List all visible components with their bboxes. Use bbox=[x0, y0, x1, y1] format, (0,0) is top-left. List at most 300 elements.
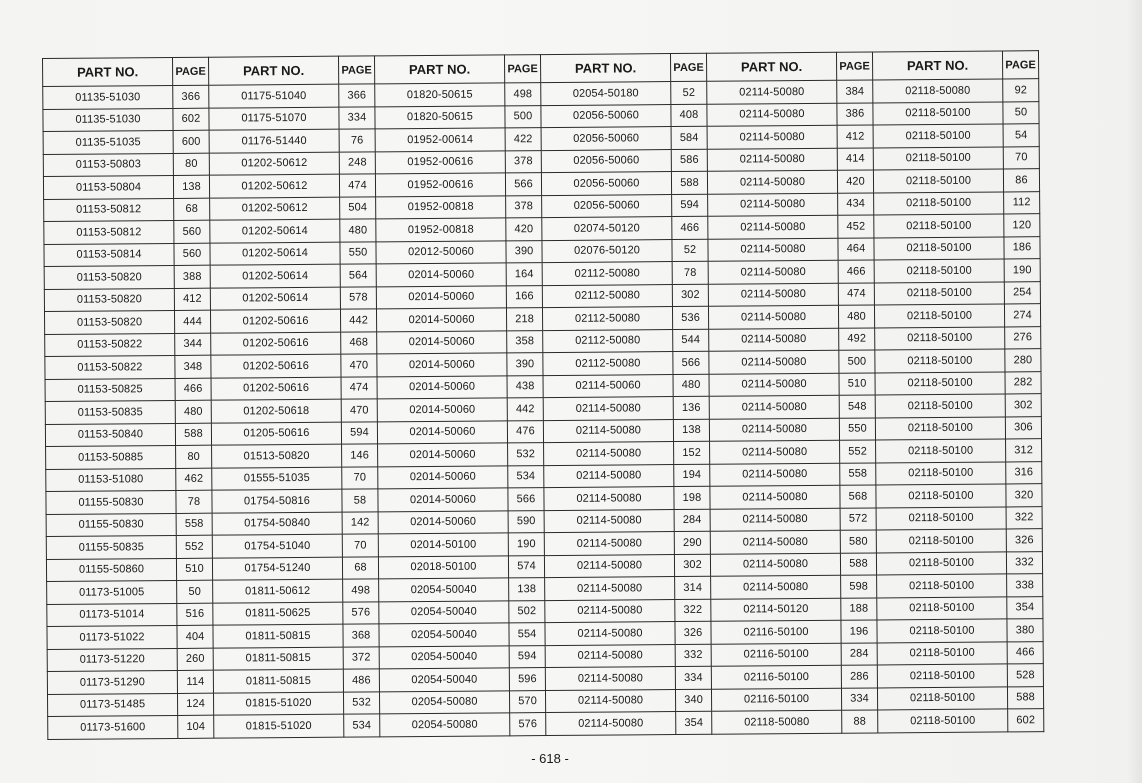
page-reference-cell: 354 bbox=[1007, 596, 1043, 619]
part-number-cell: 01811-50815 bbox=[213, 647, 343, 671]
page-header: PAGE bbox=[1002, 51, 1038, 79]
page-reference-cell: 594 bbox=[509, 645, 545, 668]
part-number-cell: 01135-51030 bbox=[43, 108, 173, 132]
page-reference-cell: 50 bbox=[177, 580, 213, 603]
part-number-cell: 02112-50080 bbox=[542, 284, 672, 308]
page-reference-cell: 254 bbox=[1004, 281, 1040, 304]
part-number-cell: 02118-50100 bbox=[874, 191, 1004, 215]
page-reference-cell: 284 bbox=[841, 642, 877, 665]
part-no-header: PART NO. bbox=[706, 52, 836, 81]
page-reference-cell: 186 bbox=[1004, 236, 1040, 259]
page-reference-cell: 578 bbox=[340, 286, 376, 309]
part-number-cell: 02116-50100 bbox=[711, 620, 841, 644]
part-number-cell: 01173-51600 bbox=[48, 715, 178, 739]
part-number-cell: 02054-50180 bbox=[541, 82, 671, 106]
page-reference-cell: 558 bbox=[176, 513, 212, 536]
page-reference-cell: 338 bbox=[1007, 574, 1043, 597]
part-number-cell: 02056-50060 bbox=[541, 127, 671, 151]
page-reference-cell: 464 bbox=[838, 237, 874, 260]
page-reference-cell: 138 bbox=[173, 175, 209, 198]
page-reference-cell: 444 bbox=[174, 310, 210, 333]
part-number-cell: 01754-50840 bbox=[212, 512, 342, 536]
page-reference-cell: 146 bbox=[342, 444, 378, 467]
page-reference-cell: 550 bbox=[839, 417, 875, 440]
page-reference-cell: 588 bbox=[671, 171, 707, 194]
part-number-cell: 02116-50100 bbox=[711, 688, 841, 712]
page-reference-cell: 68 bbox=[174, 198, 210, 221]
part-number-cell: 01202-50612 bbox=[209, 174, 339, 198]
page-reference-cell: 78 bbox=[672, 261, 708, 284]
page-reference-cell: 480 bbox=[673, 374, 709, 397]
part-number-cell: 02114-50080 bbox=[709, 418, 839, 442]
page-reference-cell: 302 bbox=[1005, 394, 1041, 417]
part-number-cell: 01173-51014 bbox=[47, 603, 177, 627]
page-reference-cell: 50 bbox=[1003, 101, 1039, 124]
part-number-cell: 01202-50616 bbox=[211, 332, 341, 356]
page-reference-cell: 372 bbox=[343, 646, 379, 669]
part-number-cell: 02118-50100 bbox=[874, 236, 1004, 260]
page-reference-cell: 476 bbox=[507, 420, 543, 443]
page-reference-cell: 408 bbox=[671, 104, 707, 127]
page-reference-cell: 554 bbox=[509, 623, 545, 646]
part-number-cell: 02118-50100 bbox=[875, 371, 1005, 395]
page-reference-cell: 112 bbox=[1004, 191, 1040, 214]
part-number-cell: 02014-50060 bbox=[376, 308, 506, 332]
part-number-cell: 02014-50060 bbox=[376, 285, 506, 309]
part-no-header: PART NO. bbox=[43, 57, 173, 86]
part-number-cell: 01754-51040 bbox=[212, 534, 342, 558]
page-reference-cell: 474 bbox=[339, 174, 375, 197]
part-number-cell: 01202-50616 bbox=[210, 309, 340, 333]
part-number-cell: 01202-50618 bbox=[211, 399, 341, 423]
page-reference-cell: 420 bbox=[506, 218, 542, 241]
page-reference-cell: 316 bbox=[1006, 461, 1042, 484]
part-number-cell: 02114-50080 bbox=[546, 712, 676, 736]
part-number-cell: 01811-50815 bbox=[213, 669, 343, 693]
page-reference-cell: 598 bbox=[841, 575, 877, 598]
page-reference-cell: 280 bbox=[1005, 349, 1041, 372]
page-reference-cell: 480 bbox=[175, 400, 211, 423]
part-number-cell: 02118-50100 bbox=[877, 619, 1007, 643]
part-number-cell: 01175-51070 bbox=[209, 107, 339, 131]
page-reference-cell: 334 bbox=[339, 106, 375, 129]
page-reference-cell: 544 bbox=[673, 329, 709, 352]
part-number-cell: 01153-50803 bbox=[43, 153, 173, 177]
page-reference-cell: 596 bbox=[509, 668, 545, 691]
part-number-cell: 02014-50100 bbox=[378, 533, 508, 557]
part-number-cell: 02118-50100 bbox=[877, 686, 1007, 710]
part-number-cell: 02114-50080 bbox=[544, 487, 674, 511]
part-number-cell: 01173-51485 bbox=[47, 693, 177, 717]
page-reference-cell: 534 bbox=[508, 465, 544, 488]
page-reference-cell: 354 bbox=[676, 711, 712, 734]
page-reference-cell: 320 bbox=[1006, 484, 1042, 507]
part-number-cell: 02116-50100 bbox=[711, 643, 841, 667]
part-number-cell: 02114-50080 bbox=[707, 170, 837, 194]
part-number-cell: 01153-50804 bbox=[43, 175, 173, 199]
part-number-cell: 02114-50080 bbox=[545, 577, 675, 601]
page-reference-cell: 190 bbox=[508, 533, 544, 556]
page-reference-cell: 560 bbox=[174, 220, 210, 243]
page-reference-cell: 588 bbox=[175, 423, 211, 446]
page-reference-cell: 560 bbox=[174, 243, 210, 266]
page-reference-cell: 536 bbox=[672, 306, 708, 329]
page-reference-cell: 502 bbox=[509, 600, 545, 623]
part-number-cell: 02118-50100 bbox=[878, 709, 1008, 733]
page-reference-cell: 322 bbox=[1006, 506, 1042, 529]
part-number-cell: 01952-00614 bbox=[375, 128, 505, 152]
page-reference-cell: 70 bbox=[342, 466, 378, 489]
page-reference-cell: 568 bbox=[840, 485, 876, 508]
page-reference-cell: 196 bbox=[841, 620, 877, 643]
page-reference-cell: 52 bbox=[671, 81, 707, 104]
part-number-cell: 02114-50080 bbox=[707, 80, 837, 104]
page-reference-cell: 550 bbox=[340, 241, 376, 264]
page-reference-cell: 194 bbox=[674, 464, 710, 487]
part-number-cell: 02114-50080 bbox=[544, 554, 674, 578]
page-reference-cell: 188 bbox=[841, 597, 877, 620]
page-reference-cell: 332 bbox=[675, 644, 711, 667]
page-reference-cell: 274 bbox=[1004, 304, 1040, 327]
page-reference-cell: 306 bbox=[1005, 416, 1041, 439]
part-number-cell: 01952-00818 bbox=[376, 195, 506, 219]
part-number-cell: 02114-50080 bbox=[710, 440, 840, 464]
page-reference-cell: 366 bbox=[173, 85, 209, 108]
part-number-cell: 01811-50625 bbox=[213, 602, 343, 626]
part-number-cell: 02118-50100 bbox=[873, 146, 1003, 170]
page-reference-cell: 576 bbox=[510, 713, 546, 736]
part-number-cell: 02118-50100 bbox=[875, 326, 1005, 350]
page-reference-cell: 510 bbox=[839, 372, 875, 395]
page-reference-cell: 510 bbox=[176, 558, 212, 581]
page-reference-cell: 78 bbox=[176, 490, 212, 513]
page-reference-cell: 466 bbox=[1007, 641, 1043, 664]
part-number-cell: 01811-50815 bbox=[213, 624, 343, 648]
part-number-cell: 02114-50080 bbox=[544, 532, 674, 556]
part-number-cell: 02114-50080 bbox=[708, 283, 838, 307]
page-reference-cell: 390 bbox=[507, 353, 543, 376]
part-number-cell: 02114-50080 bbox=[711, 575, 841, 599]
part-number-cell: 01952-00616 bbox=[375, 173, 505, 197]
page-reference-cell: 534 bbox=[344, 714, 380, 737]
part-number-cell: 01153-50825 bbox=[45, 378, 175, 402]
part-number-cell: 02118-50100 bbox=[876, 439, 1006, 463]
part-number-cell: 01202-50612 bbox=[209, 152, 339, 176]
page-reference-cell: 466 bbox=[175, 378, 211, 401]
part-number-cell: 02054-50080 bbox=[379, 690, 509, 714]
part-number-cell: 02014-50060 bbox=[376, 263, 506, 287]
page-reference-cell: 480 bbox=[340, 219, 376, 242]
part-number-cell: 02054-50040 bbox=[379, 645, 509, 669]
page-reference-cell: 326 bbox=[1006, 529, 1042, 552]
page-reference-cell: 58 bbox=[342, 489, 378, 512]
part-number-cell: 02014-50060 bbox=[378, 510, 508, 534]
part-number-cell: 01820-50615 bbox=[375, 83, 505, 107]
part-number-cell: 01153-51080 bbox=[46, 468, 176, 492]
page-reference-cell: 92 bbox=[1003, 79, 1039, 102]
part-number-cell: 02118-50100 bbox=[874, 304, 1004, 328]
part-number-cell: 01513-50820 bbox=[212, 444, 342, 468]
part-number-cell: 01173-51005 bbox=[47, 580, 177, 604]
page-reference-cell: 138 bbox=[509, 578, 545, 601]
page-reference-cell: 504 bbox=[340, 196, 376, 219]
part-number-cell: 02056-50060 bbox=[541, 149, 671, 173]
part-number-cell: 02114-50080 bbox=[709, 395, 839, 419]
part-number-cell: 02114-50080 bbox=[710, 508, 840, 532]
page-reference-cell: 422 bbox=[505, 128, 541, 151]
part-number-cell: 02054-50040 bbox=[379, 578, 509, 602]
part-number-cell: 01153-50820 bbox=[44, 288, 174, 312]
part-number-cell: 02118-50100 bbox=[876, 461, 1006, 485]
page-reference-cell: 486 bbox=[343, 669, 379, 692]
part-number-cell: 02118-50100 bbox=[876, 506, 1006, 530]
page-reference-cell: 438 bbox=[507, 375, 543, 398]
page-reference-cell: 516 bbox=[177, 603, 213, 626]
part-number-cell: 01555-51035 bbox=[212, 467, 342, 491]
page-reference-cell: 404 bbox=[177, 625, 213, 648]
page-reference-cell: 218 bbox=[506, 308, 542, 331]
page-reference-cell: 566 bbox=[508, 488, 544, 511]
page-reference-cell: 70 bbox=[342, 534, 378, 557]
page-reference-cell: 588 bbox=[1007, 686, 1043, 709]
part-number-cell: 02014-50060 bbox=[378, 465, 508, 489]
page-reference-cell: 474 bbox=[838, 282, 874, 305]
part-number-cell: 02118-50100 bbox=[873, 124, 1003, 148]
part-number-cell: 02118-50080 bbox=[712, 710, 842, 734]
page-reference-cell: 602 bbox=[1008, 709, 1044, 732]
part-number-cell: 02118-50100 bbox=[874, 214, 1004, 238]
page-reference-cell: 584 bbox=[671, 126, 707, 149]
part-number-cell: 02114-50080 bbox=[545, 689, 675, 713]
page-reference-cell: 380 bbox=[1007, 619, 1043, 642]
page-reference-cell: 276 bbox=[1005, 326, 1041, 349]
page-reference-cell: 480 bbox=[838, 305, 874, 328]
page-reference-cell: 412 bbox=[174, 288, 210, 311]
part-number-cell: 02112-50080 bbox=[543, 329, 673, 353]
part-number-cell: 02114-50120 bbox=[711, 598, 841, 622]
page-reference-cell: 566 bbox=[505, 173, 541, 196]
part-number-cell: 01153-50820 bbox=[44, 265, 174, 289]
part-number-cell: 01153-50840 bbox=[45, 423, 175, 447]
page-header: PAGE bbox=[338, 56, 374, 84]
page-reference-cell: 120 bbox=[1004, 214, 1040, 237]
page-reference-cell: 500 bbox=[839, 350, 875, 373]
page-reference-cell: 414 bbox=[837, 147, 873, 170]
page-reference-cell: 420 bbox=[837, 170, 873, 193]
part-number-cell: 02074-50120 bbox=[542, 217, 672, 241]
page-reference-cell: 366 bbox=[339, 84, 375, 107]
page-reference-cell: 378 bbox=[505, 150, 541, 173]
part-number-cell: 02056-50060 bbox=[541, 104, 671, 128]
part-number-cell: 02114-50080 bbox=[543, 419, 673, 443]
page-reference-cell: 594 bbox=[672, 194, 708, 217]
part-number-cell: 02014-50060 bbox=[377, 398, 507, 422]
part-number-cell: 02114-50080 bbox=[543, 397, 673, 421]
page-reference-cell: 358 bbox=[507, 330, 543, 353]
part-number-cell: 02118-50100 bbox=[875, 349, 1005, 373]
page-reference-cell: 104 bbox=[178, 715, 214, 738]
part-number-cell: 02118-50100 bbox=[875, 394, 1005, 418]
page-reference-cell: 284 bbox=[674, 509, 710, 532]
page-reference-cell: 302 bbox=[672, 284, 708, 307]
part-number-cell: 02056-50060 bbox=[542, 194, 672, 218]
part-number-cell: 01202-50614 bbox=[210, 264, 340, 288]
page-reference-cell: 434 bbox=[838, 192, 874, 215]
page-reference-cell: 602 bbox=[173, 108, 209, 131]
page-reference-cell: 124 bbox=[177, 693, 213, 716]
part-number-cell: 02114-50080 bbox=[545, 667, 675, 691]
part-number-cell: 02114-50080 bbox=[708, 305, 838, 329]
page-reference-cell: 76 bbox=[339, 129, 375, 152]
part-number-cell: 01202-50616 bbox=[211, 354, 341, 378]
page-number: - 618 - bbox=[531, 751, 569, 766]
part-number-cell: 01153-50835 bbox=[45, 400, 175, 424]
page-reference-cell: 88 bbox=[842, 710, 878, 733]
page-reference-cell: 348 bbox=[175, 355, 211, 378]
page-reference-cell: 574 bbox=[508, 555, 544, 578]
part-number-cell: 02114-50080 bbox=[709, 373, 839, 397]
part-number-cell: 02114-50080 bbox=[710, 463, 840, 487]
part-number-cell: 02114-50080 bbox=[707, 125, 837, 149]
page-reference-cell: 462 bbox=[176, 468, 212, 491]
part-number-cell: 01153-50820 bbox=[44, 310, 174, 334]
part-number-cell: 02114-50080 bbox=[710, 530, 840, 554]
part-number-cell: 01153-50885 bbox=[46, 445, 176, 469]
page-reference-cell: 386 bbox=[837, 102, 873, 125]
page-reference-cell: 334 bbox=[841, 687, 877, 710]
page-reference-cell: 600 bbox=[173, 130, 209, 153]
page-reference-cell: 80 bbox=[176, 445, 212, 468]
part-number-cell: 01155-50830 bbox=[46, 490, 176, 514]
page-reference-cell: 332 bbox=[1006, 551, 1042, 574]
page-reference-cell: 412 bbox=[837, 125, 873, 148]
part-number-cell: 01202-50614 bbox=[210, 287, 340, 311]
part-number-cell: 02114-50080 bbox=[545, 599, 675, 623]
part-number-cell: 02014-50060 bbox=[377, 353, 507, 377]
part-number-cell: 01754-51240 bbox=[212, 557, 342, 581]
part-number-cell: 02114-50080 bbox=[708, 238, 838, 262]
part-number-cell: 01153-50822 bbox=[45, 333, 175, 357]
part-number-cell: 02116-50100 bbox=[711, 665, 841, 689]
part-number-cell: 01952-00616 bbox=[375, 150, 505, 174]
part-number-cell: 01202-50616 bbox=[211, 377, 341, 401]
part-no-header: PART NO. bbox=[208, 56, 338, 85]
part-number-cell: 01153-50822 bbox=[45, 355, 175, 379]
page-reference-cell: 164 bbox=[506, 263, 542, 286]
page-reference-cell: 442 bbox=[507, 398, 543, 421]
page-reference-cell: 142 bbox=[342, 511, 378, 534]
page-reference-cell: 594 bbox=[341, 421, 377, 444]
page-reference-cell: 260 bbox=[177, 648, 213, 671]
page-reference-cell: 322 bbox=[675, 599, 711, 622]
page-reference-cell: 114 bbox=[177, 670, 213, 693]
part-number-cell: 02054-50040 bbox=[379, 623, 509, 647]
part-number-cell: 02114-50080 bbox=[544, 464, 674, 488]
part-number-cell: 02114-50080 bbox=[710, 485, 840, 509]
page-reference-cell: 470 bbox=[341, 399, 377, 422]
part-number-cell: 02118-50100 bbox=[873, 169, 1003, 193]
page-reference-cell: 442 bbox=[340, 309, 376, 332]
page-reference-cell: 384 bbox=[837, 80, 873, 103]
page-reference-cell: 68 bbox=[342, 556, 378, 579]
page-reference-cell: 302 bbox=[674, 554, 710, 577]
part-number-cell: 01202-50612 bbox=[210, 197, 340, 221]
page-reference-cell: 466 bbox=[838, 260, 874, 283]
page-reference-cell: 466 bbox=[672, 216, 708, 239]
page-reference-cell: 326 bbox=[675, 621, 711, 644]
part-number-cell: 01952-00818 bbox=[376, 218, 506, 242]
page-reference-cell: 52 bbox=[672, 239, 708, 262]
part-number-cell: 02114-50080 bbox=[545, 622, 675, 646]
part-number-cell: 02118-50100 bbox=[873, 101, 1003, 125]
part-number-cell: 02118-50100 bbox=[876, 529, 1006, 553]
part-number-cell: 02014-50060 bbox=[377, 375, 507, 399]
page-reference-cell: 80 bbox=[173, 153, 209, 176]
page-reference-cell: 532 bbox=[343, 691, 379, 714]
part-number-cell: 02114-50080 bbox=[708, 193, 838, 217]
part-number-cell: 02114-50080 bbox=[709, 350, 839, 374]
part-number-cell: 01153-50812 bbox=[44, 220, 174, 244]
part-number-cell: 01205-50616 bbox=[211, 422, 341, 446]
part-number-cell: 01815-51020 bbox=[213, 692, 343, 716]
page-reference-cell: 70 bbox=[1003, 146, 1039, 169]
page-reference-cell: 152 bbox=[674, 441, 710, 464]
part-number-cell: 02014-50060 bbox=[378, 443, 508, 467]
part-number-cell: 01202-50614 bbox=[210, 219, 340, 243]
page-reference-cell: 136 bbox=[673, 396, 709, 419]
part-number-cell: 02012-50060 bbox=[376, 240, 506, 264]
page-reference-cell: 566 bbox=[673, 351, 709, 374]
part-number-cell: 01815-51020 bbox=[214, 714, 344, 738]
part-number-cell: 02114-50080 bbox=[710, 553, 840, 577]
part-number-cell: 02114-50080 bbox=[709, 328, 839, 352]
page-reference-cell: 334 bbox=[675, 666, 711, 689]
parts-index-table bbox=[42, 50, 1044, 739]
part-number-cell: 02114-50060 bbox=[543, 374, 673, 398]
part-number-cell: 02054-50080 bbox=[380, 713, 510, 737]
part-number-cell: 02118-50100 bbox=[874, 281, 1004, 305]
part-number-cell: 01153-50812 bbox=[44, 198, 174, 222]
part-number-cell: 02118-50100 bbox=[876, 484, 1006, 508]
page-reference-cell: 548 bbox=[839, 395, 875, 418]
part-number-cell: 01155-50860 bbox=[46, 558, 176, 582]
page-reference-cell: 532 bbox=[508, 443, 544, 466]
part-number-cell: 02014-50060 bbox=[377, 420, 507, 444]
part-number-cell: 02114-50080 bbox=[544, 442, 674, 466]
part-number-cell: 02054-50040 bbox=[379, 600, 509, 624]
part-number-cell: 01176-51440 bbox=[209, 129, 339, 153]
page-reference-cell: 248 bbox=[339, 151, 375, 174]
part-number-cell: 02118-50100 bbox=[874, 259, 1004, 283]
part-number-cell: 01135-51035 bbox=[43, 130, 173, 154]
page-reference-cell: 138 bbox=[673, 419, 709, 442]
part-number-cell: 01153-50814 bbox=[44, 243, 174, 267]
page-reference-cell: 452 bbox=[838, 215, 874, 238]
page-reference-cell: 500 bbox=[505, 105, 541, 128]
part-number-cell: 01173-51220 bbox=[47, 648, 177, 672]
page-reference-cell: 580 bbox=[840, 530, 876, 553]
page-reference-cell: 552 bbox=[840, 440, 876, 463]
page-header: PAGE bbox=[836, 52, 872, 80]
page-reference-cell: 528 bbox=[1007, 664, 1043, 687]
part-number-cell: 01173-51022 bbox=[47, 625, 177, 649]
page-reference-cell: 492 bbox=[839, 327, 875, 350]
part-number-cell: 02114-50080 bbox=[708, 215, 838, 239]
part-number-cell: 02112-50080 bbox=[543, 352, 673, 376]
page-reference-cell: 572 bbox=[840, 507, 876, 530]
part-number-cell: 02118-50100 bbox=[877, 664, 1007, 688]
page-reference-cell: 198 bbox=[674, 486, 710, 509]
